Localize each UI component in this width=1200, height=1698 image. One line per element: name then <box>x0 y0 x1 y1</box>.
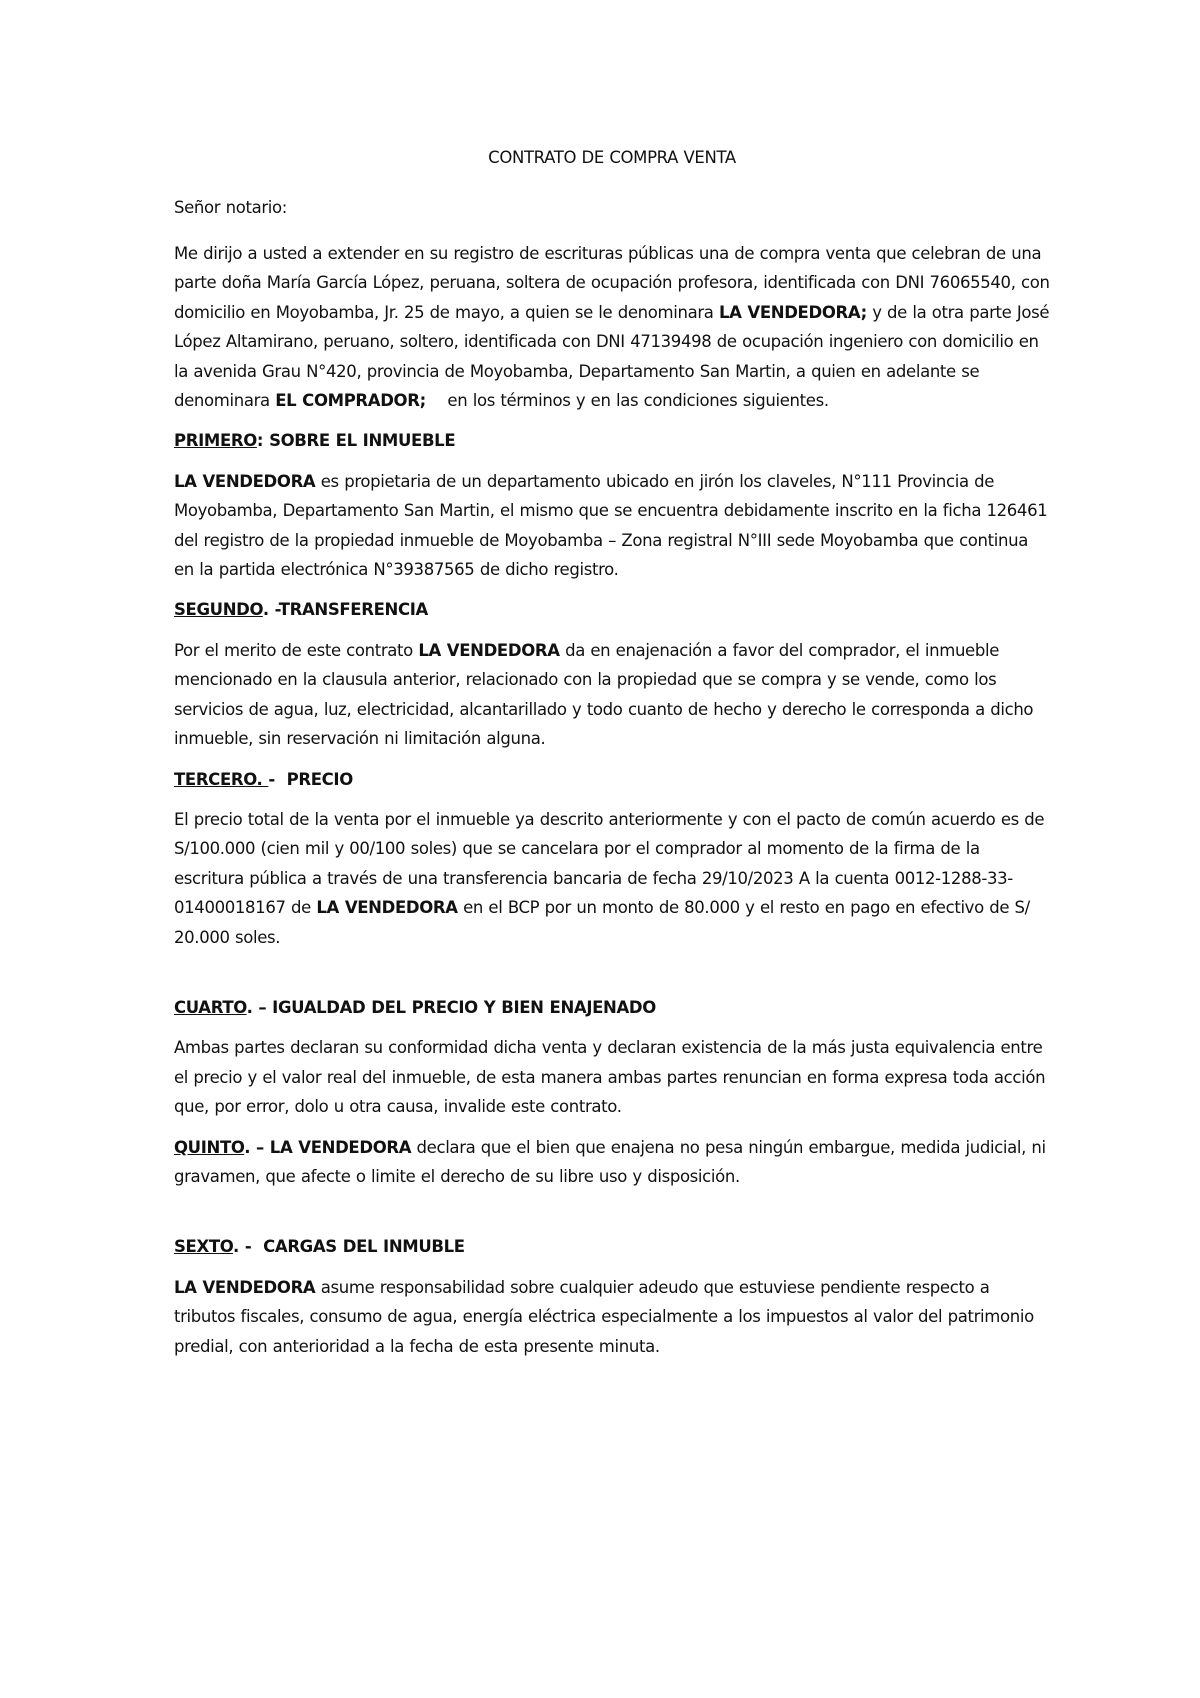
intro-paragraph: Me dirijo a usted a extender en su registro de escrituras públicas una de compra venta que celebran de una parte doña María García López, peruana, soltera de ocupación profesora, identificada con DNI 76065540, con domicilio en Moyobamba, Jr. 25 de mayo, a quien se le denominara LA VENDEDORA; y de la otra parte José López Altamirano, peruano, soltero, identificada con DNI 47139498 de ocupación ingeniero con domicilio en la avenida Grau N°420, provincia de Moyobamba, Departamento San Martin, a quien en adelante se denominara EL COMPRADOR; en los términos y en las condiciones siguientes. <box>174 244 1050 411</box>
clause-heading-cuarto: CUARTO. – IGUALDAD DEL PRECIO Y BIEN ENAJENADO <box>174 997 656 1017</box>
clause-heading-sexto: SEXTO. - CARGAS DEL INMUBLE <box>174 1237 465 1257</box>
clause-body-primero: LA VENDEDORA es propietaria de un departamento ubicado en jirón los claveles, N°111 Provincia de Moyobamba, Departamento San Martin, el mismo que se encuentra debidamente inscrito en la ficha 126461 del registro de la propiedad inmueble de Moyobamba – Zona registral N°III sede Moyobamba que continua en la partida electrónica N°39387565 de dicho registro. <box>174 471 1048 580</box>
party-buyer: EL COMPRADOR; <box>275 391 426 411</box>
clause-heading-primero: PRIMERO: SOBRE EL INMUEBLE <box>174 431 456 451</box>
clause-body-cuarto: Ambas partes declaran su conformidad dicha venta y declaran existencia de la más justa equivalencia entre el precio y el valor real del inmueble, de esta manera ambas partes renuncian en forma expresa toda acción que, por error, dolo u otra causa, invalide este contrato. <box>174 1038 1046 1117</box>
clause-heading-segundo: SEGUNDO. -TRANSFERENCIA <box>174 600 428 620</box>
clause-quinto: QUINTO. – LA VENDEDORA declara que el bien que enajena no pesa ningún embargue, medida judicial, ni gravamen, que afecte o limite el derecho de su libre uso y disposición. <box>174 1137 1046 1186</box>
party-seller: LA VENDEDORA; <box>718 302 867 322</box>
salutation: Señor notario: <box>174 198 287 217</box>
spacer <box>174 963 1050 993</box>
spacer <box>174 1202 1050 1232</box>
clause-body-segundo: Por el merito de este contrato LA VENDEDORA da en enajenación a favor del comprador, el inmueble mencionado en la clausula anterior, relacionado con la propiedad que se compra y se vende, como los servicios de agua, luz, electricidad, alcantarillado y todo cuanto de hecho y derecho le corresponda a dicho inmueble, sin reservación ni limitación alguna. <box>174 640 1034 749</box>
clause-heading-tercero: TERCERO. - PRECIO <box>174 769 353 789</box>
document-title: CONTRATO DE COMPRA VENTA <box>488 148 736 167</box>
clause-body-tercero: El precio total de la venta por el inmueble ya descrito anteriormente y con el pacto de común acuerdo es de S/100.000 (cien mil y 00/100 soles) que se cancelara por el comprador al momento de la firma de la escritura pública a través de una transferencia bancaria de fecha 29/10/2023 A la cuenta 0012-1288-33-01400018167 de LA VENDEDORA en el BCP por un monto de 80.000 y el resto en pago en efectivo de S/ 20.000 soles. <box>174 809 1045 947</box>
clause-body-sexto: LA VENDEDORA asume responsabilidad sobre cualquier adeudo que estuviese pendiente respecto a tributos fiscales, consumo de agua, energía eléctrica especialmente a los impuestos al valor del patrimonio predial, con anterioridad a la fecha de esta presente minuta. <box>174 1277 1034 1356</box>
